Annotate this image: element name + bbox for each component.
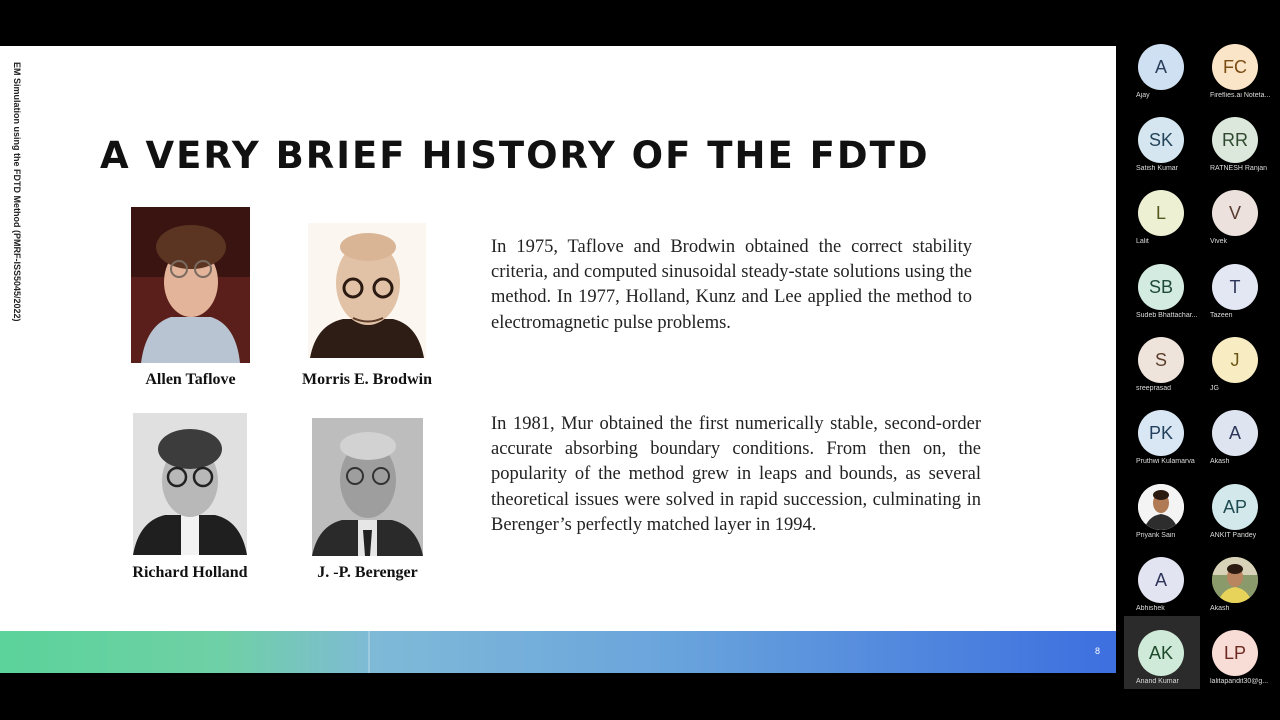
- caption-jp-berenger: J. -P. Berenger: [317, 564, 418, 581]
- slide-title: A VERY BRIEF HISTORY OF THE FDTD: [100, 134, 930, 177]
- portrait-allen-taflove: [131, 207, 250, 363]
- participant-tile[interactable]: [1198, 626, 1274, 699]
- participant-name: Ajay: [1136, 92, 1150, 99]
- slide-page-number: 8: [1094, 646, 1100, 656]
- participant-name: Satish Kumar: [1136, 165, 1179, 172]
- participant-tile[interactable]: [1198, 40, 1274, 113]
- participant-name: Lalit: [1136, 238, 1149, 245]
- participant-name: Anand Kumar: [1136, 678, 1179, 685]
- user-photo-icon: [1212, 557, 1258, 603]
- side-course-label: [8, 62, 32, 362]
- participant-name: Akash: [1210, 458, 1230, 465]
- participant-avatar: S: [1138, 337, 1184, 383]
- user-photo-icon: [1138, 484, 1184, 530]
- participant-name: Fireflies.ai Noteta...: [1210, 92, 1271, 99]
- participant-tile[interactable]: [1198, 113, 1274, 186]
- participant-name: Sudeb Bhattachar...: [1136, 312, 1198, 319]
- participant-tile[interactable]: [1124, 260, 1200, 333]
- participant-avatar: A: [1138, 44, 1184, 90]
- slide-footer-bar: [0, 631, 1116, 673]
- participant-tile[interactable]: [1198, 260, 1274, 333]
- participant-photo-avatar: [1138, 484, 1184, 530]
- participant-avatar: RR: [1212, 117, 1258, 163]
- participant-avatar: A: [1138, 557, 1184, 603]
- footer-divider: [368, 631, 370, 673]
- portrait-richard-holland: [133, 413, 247, 555]
- side-course-label-text: EM Simulation using the FDTD Method (PMRF-ISS5045/2022): [12, 62, 22, 322]
- participant-tile[interactable]: [1124, 186, 1200, 259]
- participant-avatar: SB: [1138, 264, 1184, 310]
- caption-richard-holland: Richard Holland: [132, 564, 248, 581]
- participant-tile[interactable]: [1124, 40, 1200, 113]
- participant-name: Vivek: [1210, 238, 1227, 245]
- history-paragraph-1: In 1975, Taflove and Brodwin obtained the correct stability criteria, and computed sinusoidal steady-state solutions using the method. In 1977, Holland, Kunz and Lee applied the method to electromagnetic pulse problems.: [491, 237, 972, 333]
- participant-avatar: AK: [1138, 630, 1184, 676]
- participant-tile[interactable]: [1124, 406, 1200, 479]
- participant-avatar: L: [1138, 190, 1184, 236]
- participant-avatar: PK: [1138, 410, 1184, 456]
- participant-name: Akash: [1210, 605, 1230, 612]
- participant-name: RATNESH Ranjan: [1210, 165, 1268, 172]
- participant-avatar: AP: [1212, 484, 1258, 530]
- participant-name: lalitapandit30@g...: [1210, 678, 1269, 685]
- caption-allen-taflove: Allen Taflove: [145, 371, 236, 388]
- participant-avatar: LP: [1212, 630, 1258, 676]
- history-paragraph-2: In 1981, Mur obtained the first numerically stable, second-order accurate absorbing boundary conditions. From then on, the popularity of the method grew in leaps and bounds, as several theoretical issues were solved in rapid succession, culminating in Berenger’s perfectly matched layer in 1994.: [491, 414, 981, 535]
- participant-name: ANKIT Pandey: [1210, 532, 1257, 539]
- participant-name: Priyank Sain: [1136, 532, 1176, 539]
- portrait-jp-berenger: [312, 418, 423, 556]
- participant-tile[interactable]: [1198, 186, 1274, 259]
- participant-photo-avatar: [1212, 557, 1258, 603]
- participants-panel: [1120, 40, 1280, 690]
- participant-tile[interactable]: [1124, 333, 1200, 406]
- participant-avatar: T: [1212, 264, 1258, 310]
- participant-name: Tazeen: [1210, 312, 1233, 319]
- participant-name: sreeprasad: [1136, 385, 1172, 392]
- participant-tile[interactable]: [1198, 333, 1274, 406]
- participant-tile[interactable]: [1198, 553, 1274, 626]
- caption-morris-brodwin: Morris E. Brodwin: [302, 371, 432, 388]
- participant-name: Pruthwi Kulamarva: [1136, 458, 1195, 465]
- participant-tile[interactable]: [1124, 113, 1200, 186]
- presentation-slide: [0, 46, 1116, 673]
- participant-tile[interactable]: [1198, 480, 1274, 553]
- participant-tile-active-speaker[interactable]: [1124, 616, 1200, 689]
- participant-name: JG: [1210, 385, 1219, 392]
- participant-avatar: J: [1212, 337, 1258, 383]
- participant-avatar: SK: [1138, 117, 1184, 163]
- portrait-morris-brodwin: [308, 223, 426, 358]
- participant-avatar: A: [1212, 410, 1258, 456]
- participant-tile[interactable]: [1198, 406, 1274, 479]
- participant-avatar: V: [1212, 190, 1258, 236]
- participant-avatar: FC: [1212, 44, 1258, 90]
- participant-tile[interactable]: [1124, 480, 1200, 553]
- participant-name: Abhishek: [1136, 605, 1165, 612]
